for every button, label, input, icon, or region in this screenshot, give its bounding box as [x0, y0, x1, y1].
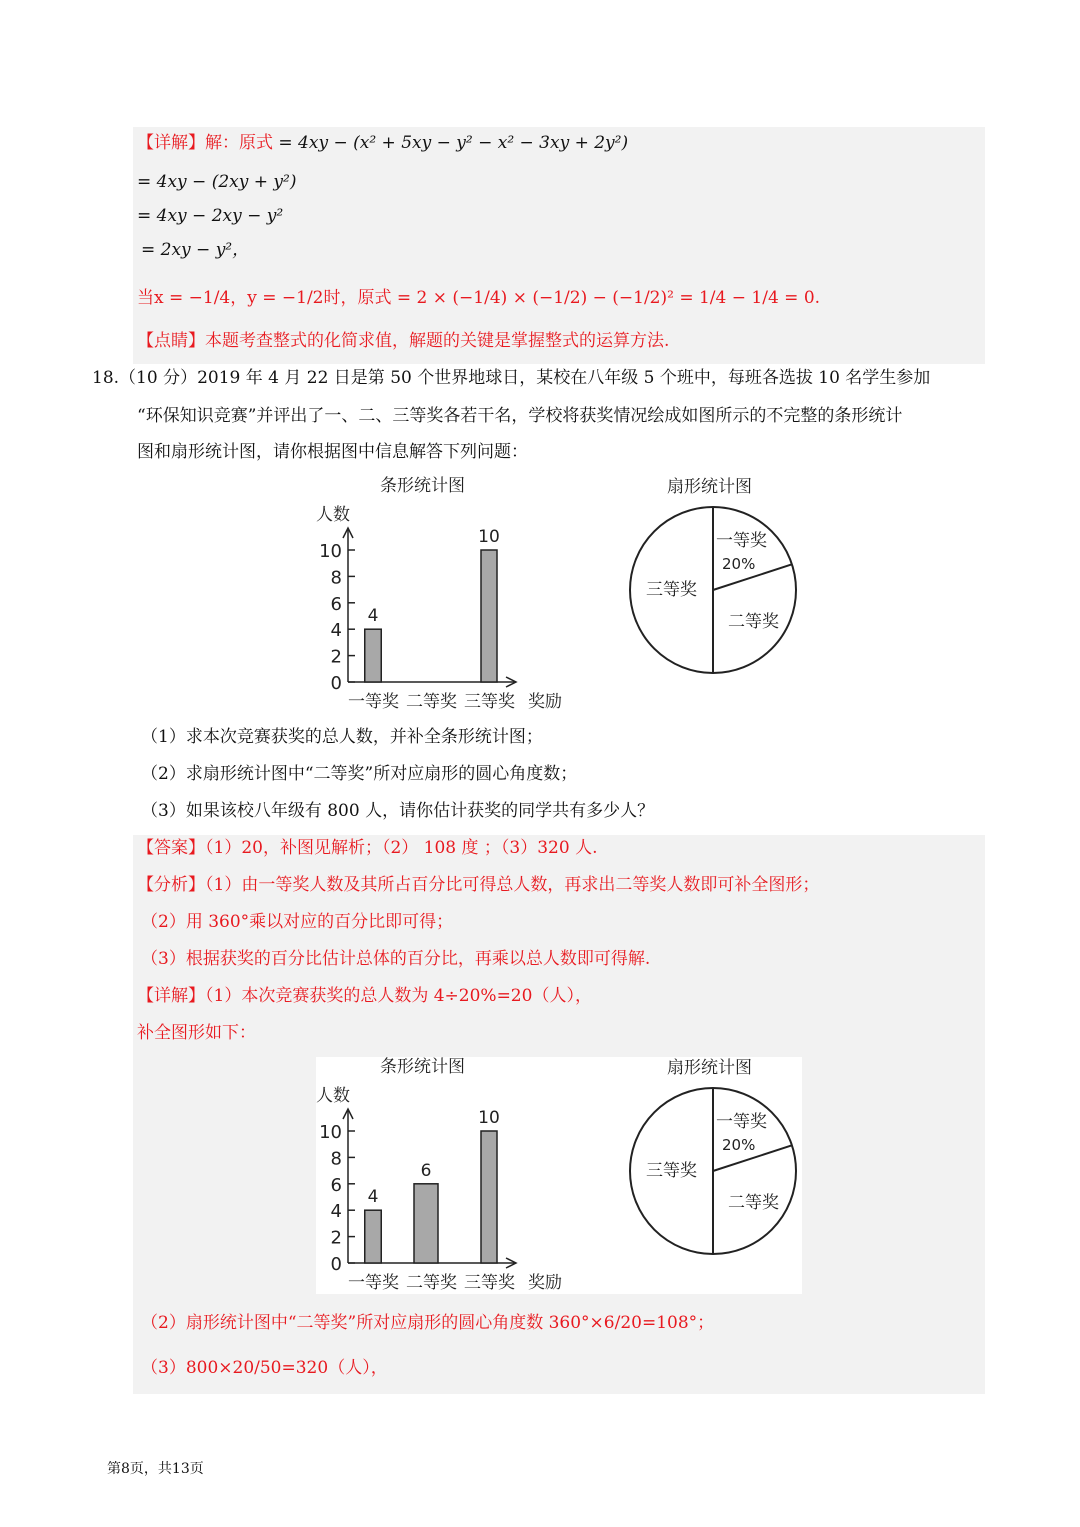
- bar-chart-2-cat-2: 二等奖: [406, 1273, 457, 1293]
- pie-chart-2-annotation: 20%: [722, 1136, 756, 1154]
- pie-chart-1-label-3: 三等奖: [646, 580, 697, 600]
- question-line-1: 18.（10 分）2019 年 4 月 22 日是第 50 个世界地球日，某校在八年级 5 个班中，每班各选拔 10 名学生参加: [92, 368, 931, 388]
- detail-lead: [137, 131, 628, 155]
- detail-line-3: = 4xy − 2xy − y²: [137, 206, 284, 226]
- pie-chart-1-label-2: 二等奖: [728, 612, 779, 632]
- question-part-1: （1）求本次竞赛获奖的总人数，并补全条形统计图；: [141, 727, 543, 747]
- bar-chart-2-ylabel: 人数: [316, 1086, 350, 1106]
- answer-line-6: 补全图形如下：: [137, 1023, 256, 1043]
- bar-chart-2-data-label-1: 4: [367, 1187, 379, 1208]
- bar-chart-1-data-label-1: 4: [367, 606, 379, 627]
- chart-group-2: [300, 1051, 810, 1296]
- bar-chart-1-cat-3: 三等奖: [464, 692, 515, 712]
- bar-chart-2-tick-label-0: 0: [330, 1254, 342, 1275]
- chart-group-1: [300, 470, 810, 715]
- bar-chart-2-cat-1: 一等奖: [348, 1273, 399, 1293]
- answer-line-7: （2）扇形统计图中“二等奖”所对应扇形的圆心角度数 360°×6/20=108°；: [141, 1313, 715, 1333]
- bar-chart-2-tick-label-2: 2: [330, 1227, 342, 1249]
- bar-chart-1-tick-label-4: 4: [330, 620, 342, 642]
- page-footer: 第8页，共13页: [107, 1461, 204, 1477]
- bar-chart-1-tick-label-10: 10: [319, 541, 342, 562]
- pie-chart-2-title: 扇形统计图: [667, 1058, 752, 1078]
- answer-line-1: 【答案】（1）20，补图见解析；（2） 108 度 ；（3）320 人.: [137, 838, 598, 858]
- question-line-2: “环保知识竞赛”并评出了一、二、三等奖各若干名，学校将获奖情况绘成如图所示的不完整的条形统计: [137, 406, 903, 426]
- pie-chart-1-title: 扇形统计图: [667, 477, 752, 497]
- answer-line-8: （3）800×20/50=320（人），: [141, 1358, 388, 1378]
- detail-line-4: = 2xy − y²，: [141, 240, 250, 260]
- bar-chart-2-cat-3: 三等奖: [464, 1273, 515, 1293]
- answer-line-4: （3）根据获奖的百分比估计总体的百分比，再乘以总人数即可得解.: [141, 949, 651, 969]
- bar-chart-2-bar-1: [365, 1210, 382, 1263]
- bar-chart-2-tick-label-4: 4: [330, 1201, 342, 1223]
- bar-chart-2-tick-label-8: 8: [330, 1148, 342, 1170]
- bar-chart-1-bar-3: [481, 550, 497, 682]
- pie-chart-2: [630, 1058, 796, 1254]
- detail-line-2: = 4xy − (2xy + y²): [137, 172, 297, 192]
- bar-chart-1-tick-label-2: 2: [330, 646, 342, 668]
- pie-chart-2-label-2: 二等奖: [728, 1193, 779, 1213]
- bar-chart-2-xlabel: 奖励: [528, 1273, 562, 1293]
- detail-lead-text: 【详解】解：原式: [137, 133, 273, 153]
- bar-chart-1: [316, 476, 562, 712]
- bar-chart-1-cat-2: 二等奖: [406, 692, 457, 712]
- pie-chart-1-label-1: 一等奖: [716, 531, 767, 551]
- detail-line-5: 当x = −1/4，y = −1/2时，原式 = 2 × (−1/4) × (−1/2) − (−1/2)² = 1/4 − 1/4 = 0.: [137, 288, 821, 308]
- bar-chart-1-xlabel: 奖励: [528, 692, 562, 712]
- pie-chart-2-label-3: 三等奖: [646, 1161, 697, 1181]
- answer-line-3: （2）用 360°乘以对应的百分比即可得；: [141, 912, 454, 932]
- answer-line-2: 【分析】（1）由一等奖人数及其所占百分比可得总人数，再求出二等奖人数即可补全图形；: [137, 875, 820, 895]
- bar-chart-1-ticks: [319, 541, 355, 694]
- bar-chart-2-tick-label-10: 10: [319, 1122, 342, 1143]
- bar-chart-2-data-label-2: 6: [420, 1160, 432, 1181]
- question-line-3: 图和扇形统计图，请你根据图中信息解答下列问题：: [137, 442, 528, 462]
- bar-chart-1-tick-label-6: 6: [330, 593, 342, 615]
- question-part-2: （2）求扇形统计图中“二等奖”所对应扇形的圆心角度数；: [141, 764, 578, 784]
- bar-chart-2-data-label-3: 10: [478, 1108, 500, 1128]
- question-part-3: （3）如果该校八年级有 800 人，请你估计获奖的同学共有多少人？: [141, 801, 655, 821]
- pie-chart-1-annotation: 20%: [722, 555, 756, 573]
- detail-line-1: = 4xy − (x² + 5xy − y² − x² − 3xy + 2y²): [278, 133, 629, 153]
- bar-chart-2-bar-2: [414, 1184, 438, 1263]
- bar-chart-1-bar-1: [365, 629, 382, 682]
- bar-chart-1-cat-1: 一等奖: [348, 692, 399, 712]
- bar-chart-1-ylabel: 人数: [316, 505, 350, 525]
- pie-chart-1: [630, 477, 796, 673]
- pie-chart-2-label-1: 一等奖: [716, 1112, 767, 1132]
- bar-chart-2-bar-3: [481, 1131, 497, 1263]
- bar-chart-2-title: 条形统计图: [380, 1057, 465, 1077]
- bar-chart-1-tick-label-0: 0: [330, 673, 342, 694]
- bar-chart-2: [316, 1057, 562, 1293]
- answer-line-5: 【详解】（1）本次竞赛获奖的总人数为 4÷20%=20（人），: [137, 986, 592, 1006]
- bar-chart-1-data-label-3: 10: [478, 527, 500, 547]
- bar-chart-1-title: 条形统计图: [380, 476, 465, 496]
- bar-chart-1-tick-label-8: 8: [330, 567, 342, 589]
- detail-tip: 【点睛】本题考查整式的化简求值，解题的关键是掌握整式的运算方法.: [137, 331, 670, 351]
- bar-chart-2-tick-label-6: 6: [330, 1174, 342, 1196]
